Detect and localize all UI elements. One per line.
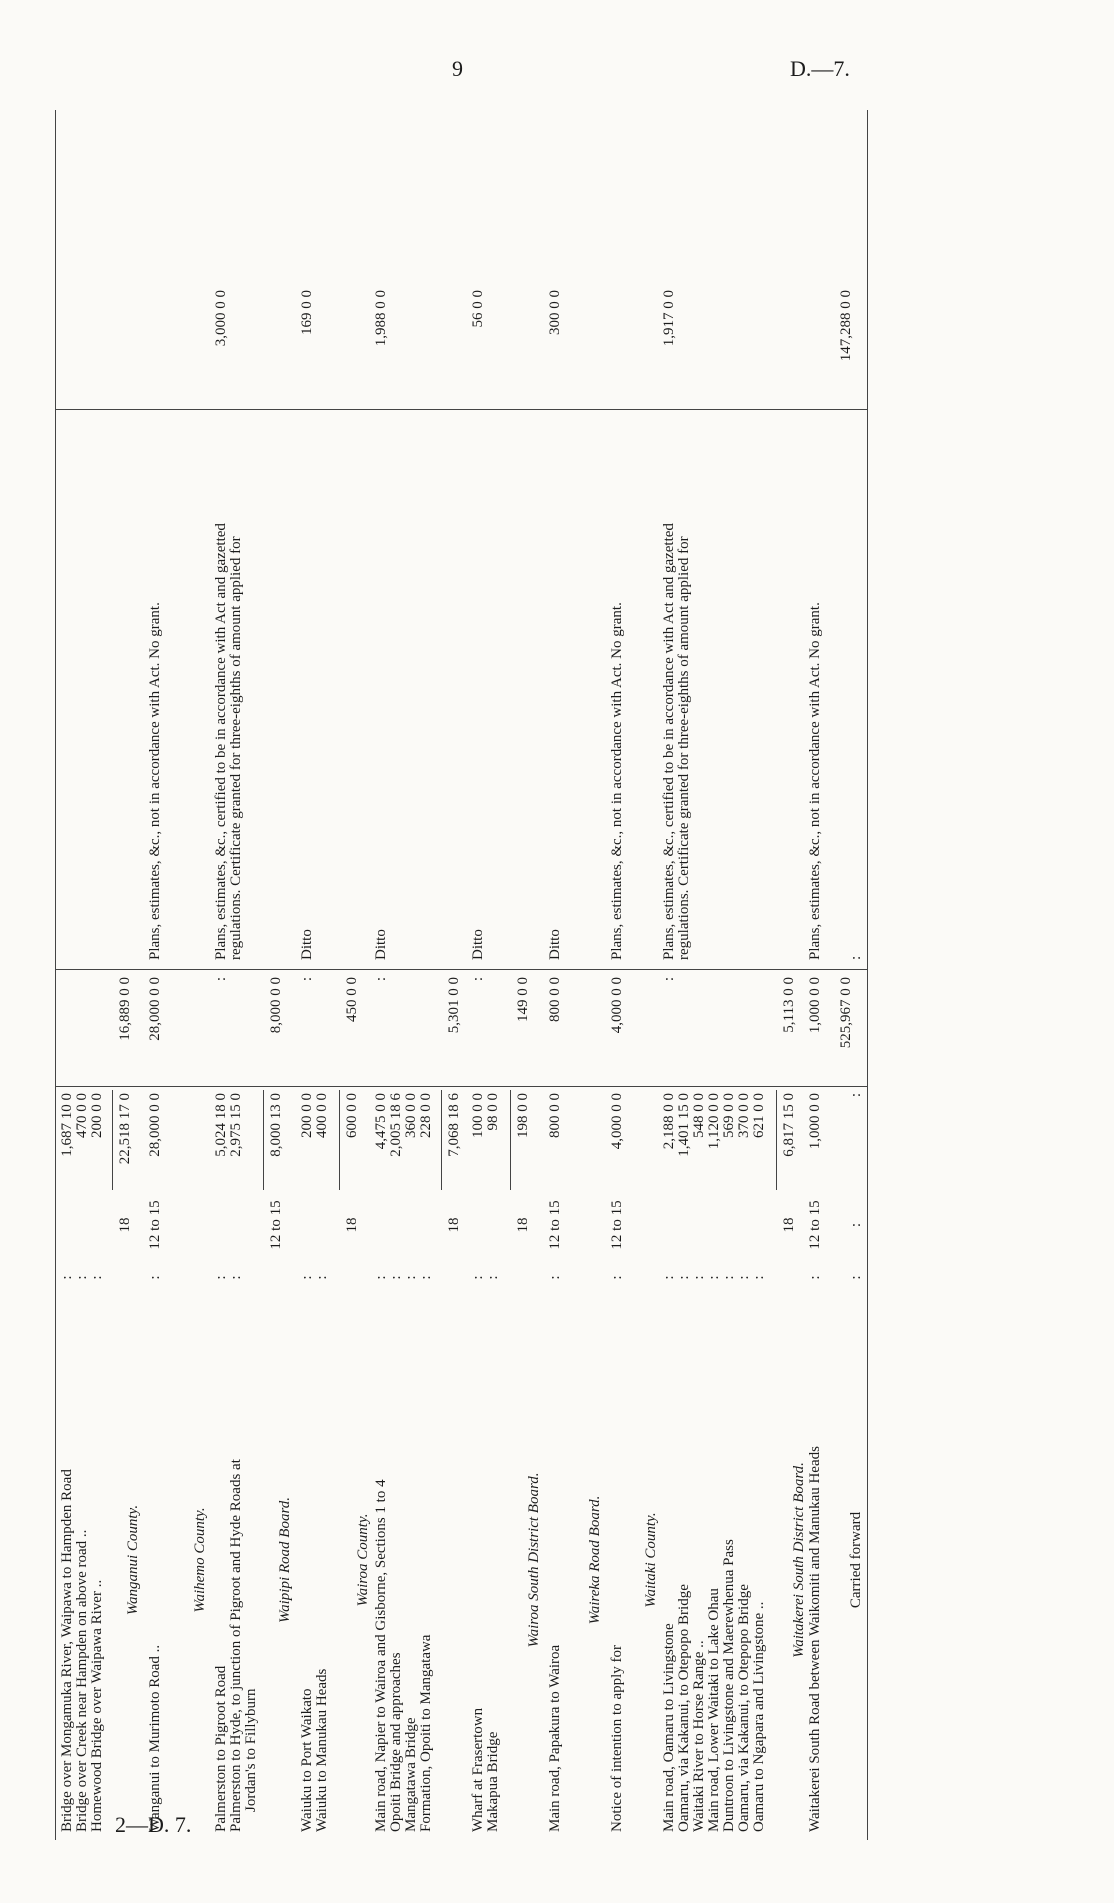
page-number: 9: [452, 56, 463, 81]
row-32-desc: Main road, Lower Waitaki to Lake Ohau: [706, 1588, 722, 1832]
row-12-remarks: Ditto: [299, 929, 315, 960]
row-36-total: 5,113 0 0: [781, 977, 797, 1033]
row-21-desc: Wharf at Frasertown: [470, 1707, 486, 1832]
row-29-dots: :: [661, 1272, 677, 1280]
row-14-rate: 18: [344, 1217, 360, 1233]
row-13-amount: 400 0 0: [314, 1093, 330, 1138]
row-16-amount: 4,475 0 0: [373, 1093, 389, 1150]
row-27-rate: 12 to 15: [609, 1200, 625, 1250]
row-33-amount: 569 0 0: [721, 1093, 737, 1138]
row-6-desc: Waihemo County.: [192, 1507, 208, 1613]
page-code: D.—7.: [790, 56, 850, 81]
row-4-desc: Wanganui County.: [125, 1504, 141, 1616]
row-10-amount: 8,000 13 0: [268, 1093, 284, 1157]
row-8-amount: 2,975 15 0: [228, 1093, 244, 1157]
bottom-rule: [867, 110, 868, 1840]
row-38-rate: 12 to 15: [807, 1200, 823, 1250]
row-25-desc: Main road, Papakura to Wairoa: [547, 1644, 563, 1832]
row-0-desc: Bridge over Mongamuka River, Waipawa to Hampden Road: [59, 1469, 75, 1832]
row-20-total: 5,301 0 0: [446, 977, 462, 1034]
row-5-desc: Wanganui to Murimoto Road ..: [147, 1644, 163, 1832]
row-29-amount: 2,188 0 0: [661, 1093, 677, 1150]
row-23-amount: 198 0 0: [515, 1093, 531, 1138]
subtotal-rule: [441, 1090, 442, 1190]
row-30-dots: :: [676, 1272, 692, 1280]
page-footer: 2—D. 7.: [115, 1812, 192, 1837]
row-11-desc: Waipipi Road Board.: [277, 1497, 293, 1623]
row-7-remarks: Plans, estimates, &c., certified to be in accordance with Act and gazetted: [213, 523, 229, 960]
row-19-amount: 228 0 0: [418, 1093, 434, 1138]
row-32-amount: 1,120 0 0: [706, 1093, 722, 1150]
row-29-cert: 1,917 0 0: [661, 290, 677, 347]
row-7-cert: 3,000 0 0: [213, 290, 229, 347]
row-27-remarks: Plans, estimates, &c., not in accordance with Act. No grant.: [609, 602, 625, 960]
row-10-rate: 12 to 15: [268, 1200, 284, 1250]
row-22-desc: Makapua Bridge: [485, 1731, 501, 1832]
row-33-dots: :: [721, 1272, 737, 1280]
row-27-desc: Notice of intention to apply for: [609, 1644, 625, 1832]
row-22-amount: 98 0 0: [485, 1093, 501, 1131]
row-37-desc: Waitakerei South District Board.: [791, 1462, 807, 1658]
row-9-desc: Jordan's to Fillyburn: [243, 1688, 259, 1812]
total-remarks-divider: [55, 969, 867, 970]
row-8-remarks: regulations. Certificate granted for three-eighths of amount applied for: [228, 536, 244, 960]
row-21-amount: 100 0 0: [470, 1093, 486, 1138]
subtotal-rule: [510, 1090, 511, 1190]
subtotal-rule: [776, 1090, 777, 1190]
row-19-desc: Formation, Opoiti to Mangatawa: [418, 1634, 434, 1832]
row-7-desc: Palmerston to Pigroot Road: [213, 1665, 229, 1832]
row-16-desc: Main road, Napier to Wairoa and Gisborne, Sections 1 to 4: [373, 1479, 389, 1832]
row-3-total: 16,889 0 0: [117, 977, 133, 1041]
row-34-amount: 370 0 0: [736, 1093, 752, 1138]
row-32-dots: :: [706, 1272, 722, 1280]
amount-total-divider: [55, 1086, 867, 1087]
row-25-rate: 12 to 15: [547, 1200, 563, 1250]
remarks-cert-divider: [55, 409, 867, 410]
row-27-dots: :: [609, 1272, 625, 1280]
row-34-dots: :: [736, 1272, 752, 1280]
row-7-dots: :: [213, 1272, 229, 1280]
row-17-dots: :: [388, 1272, 404, 1280]
row-0-dots: :: [59, 1272, 75, 1280]
row-0-amount: 1,687 10 0: [59, 1093, 75, 1157]
row-5-dots: :: [147, 1272, 163, 1280]
row-15-desc: Wairoa County.: [355, 1513, 371, 1607]
row-25-remarks: Ditto: [547, 929, 563, 960]
row-21-remarks: Ditto: [470, 929, 486, 960]
row-39-cert: 147,288 0 0: [838, 290, 854, 362]
row-35-desc: Oamaru to Ngapara and Livingstone ..: [751, 1601, 767, 1832]
row-23-rate: 18: [515, 1217, 531, 1233]
row-17-amount: 2,005 18 6: [388, 1093, 404, 1157]
row-33-desc: Duntroon to Livingstone and Maerewhenua Pass: [721, 1539, 737, 1832]
row-35-dots: :: [751, 1272, 767, 1280]
row-36-amount: 6,817 15 0: [781, 1093, 797, 1157]
row-12-amount: 200 0 0: [299, 1093, 315, 1138]
row-23-total: 149 0 0: [515, 977, 531, 1022]
row-25-amount: 800 0 0: [547, 1093, 563, 1138]
subtotal-rule: [339, 1090, 340, 1190]
row-30-desc: Oamaru, via Kakanui, to Otepopo Bridge: [676, 1584, 692, 1832]
row-25-total: 800 0 0: [547, 977, 563, 1022]
top-rule: [55, 110, 56, 1840]
row-13-desc: Waiuku to Manukau Heads: [314, 1668, 330, 1832]
row-12-cert: 169 0 0: [299, 290, 315, 335]
row-14-amount: 600 0 0: [344, 1093, 360, 1138]
row-12-total: :: [299, 977, 315, 982]
row-21-cert: 56 0 0: [470, 290, 486, 328]
row-20-amount: 7,068 18 6: [446, 1093, 462, 1157]
row-3-amount: 22,518 17 0: [117, 1093, 133, 1165]
row-2-dots: :: [89, 1272, 105, 1280]
row-7-total: :: [213, 977, 229, 982]
row-31-desc: Waitaki River to Horse Range ..: [691, 1640, 707, 1832]
row-28-desc: Waitaki County.: [643, 1512, 659, 1608]
row-29-total: :: [661, 977, 677, 982]
rotated-table: [55, 110, 1005, 1840]
row-16-remarks: Ditto: [373, 929, 389, 960]
row-12-desc: Waiuku to Port Waikato: [299, 1688, 315, 1832]
row-38-total: 1,000 0 0: [807, 977, 823, 1034]
row-1-amount: 470 0 0: [74, 1093, 90, 1138]
row-27-amount: 4,000 0 0: [609, 1093, 625, 1150]
row-24-desc: Wairoa South District Board.: [526, 1472, 542, 1648]
row-14-total: 450 0 0: [344, 977, 360, 1022]
row-7-amount: 5,024 18 0: [213, 1093, 229, 1157]
row-16-total: :: [373, 977, 389, 982]
row-40-desc: Carried forward: [848, 1511, 864, 1609]
row-18-desc: Mangatawa Bridge: [403, 1717, 419, 1832]
row-25-cert: 300 0 0: [547, 290, 563, 335]
row-29-desc: Main road, Oamaru to Livingstone: [661, 1623, 677, 1832]
row-35-amount: 621 0 0: [751, 1093, 767, 1138]
row-18-dots: :: [403, 1272, 419, 1280]
row-40-rate: :: [848, 1222, 864, 1228]
row-21-dots: :: [470, 1272, 486, 1280]
row-25-dots: :: [547, 1272, 563, 1280]
row-5-total: 28,000 0 0: [147, 977, 163, 1041]
row-40-amount: :: [848, 1093, 864, 1098]
row-31-amount: 548 0 0: [691, 1093, 707, 1138]
row-22-dots: :: [485, 1272, 501, 1280]
row-10-total: 8,000 0 0: [268, 977, 284, 1034]
row-5-amount: 28,000 0 0: [147, 1093, 163, 1157]
row-2-amount: 200 0 0: [89, 1093, 105, 1138]
row-34-desc: Oamaru, via Kakanui, to Otepopo Bridge: [736, 1584, 752, 1832]
row-16-cert: 1,988 0 0: [373, 290, 389, 347]
row-40-dots: :: [848, 1272, 864, 1280]
row-5-rate: 12 to 15: [147, 1200, 163, 1250]
row-27-total: 4,000 0 0: [609, 977, 625, 1034]
row-16-dots: :: [373, 1272, 389, 1280]
subtotal-rule: [112, 1090, 113, 1190]
row-13-dots: :: [314, 1272, 330, 1280]
row-39-total: 525,967 0 0: [838, 977, 854, 1049]
row-26-desc: Waireka Road Board.: [587, 1495, 603, 1625]
row-30-amount: 1,401 15 0: [676, 1093, 692, 1157]
row-36-rate: 18: [781, 1217, 797, 1233]
row-1-desc: Bridge over Creek near Hampden on above road ..: [74, 1529, 90, 1832]
row-1-dots: :: [74, 1272, 90, 1280]
row-40-remarks: :: [848, 955, 864, 960]
row-31-dots: :: [691, 1272, 707, 1280]
row-8-desc: Palmerston to Hyde, to junction of Pigroot and Hyde Roads at: [228, 1459, 244, 1832]
row-38-remarks: Plans, estimates, &c., not in accordance with Act. No grant.: [807, 602, 823, 960]
subtotal-rule: [263, 1090, 264, 1190]
row-38-desc: Waitakerei South Road between Waikomiti and Manukau Heads: [807, 1446, 823, 1832]
row-20-rate: 18: [446, 1217, 462, 1233]
row-17-desc: Opoiti Bridge and approaches: [388, 1652, 404, 1832]
row-8-dots: :: [228, 1272, 244, 1280]
row-38-dots: :: [807, 1272, 823, 1280]
row-5-remarks: Plans, estimates, &c., not in accordance with Act. No grant.: [147, 602, 163, 960]
row-12-dots: :: [299, 1272, 315, 1280]
row-2-desc: Homewood Bridge over Waipawa River ..: [89, 1579, 105, 1832]
row-29-remarks: Plans, estimates, &c., certified to be in accordance with Act and gazetted: [661, 523, 677, 960]
row-19-dots: :: [418, 1272, 434, 1280]
row-30-remarks: regulations. Certificate granted for three-eighths of amount applied for: [676, 536, 692, 960]
row-21-total: :: [470, 977, 486, 982]
row-3-rate: 18: [117, 1217, 133, 1233]
row-18-amount: 360 0 0: [403, 1093, 419, 1138]
row-38-amount: 1,000 0 0: [807, 1093, 823, 1150]
